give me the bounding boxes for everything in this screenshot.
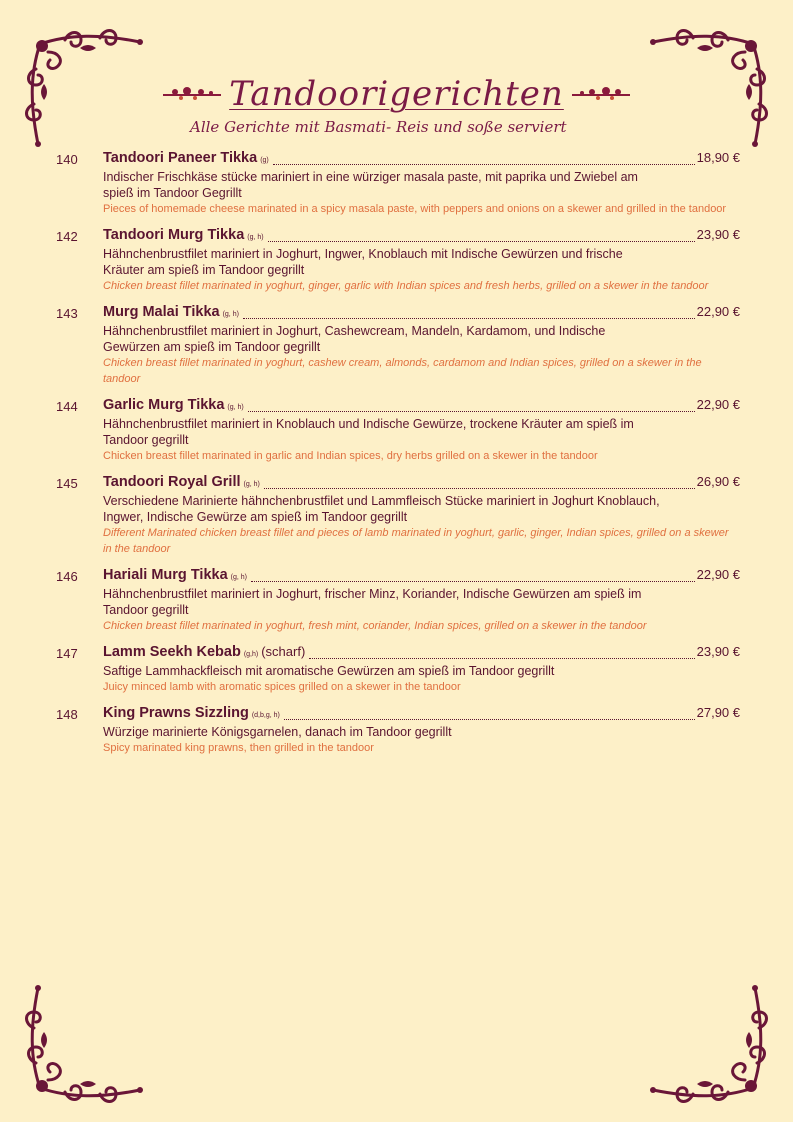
item-description-de: Verschiedene Marinierte hähnchenbrustfilet und Lammfleisch Stücke mariniert in Joghurt Knoblauch, Ingwer, Indische Gewürze am spieß im Tandoor gegrillt [103,494,660,524]
item-price: 23,90 € [696,644,740,659]
menu-item [56,304,740,387]
item-number: 147 [56,646,78,661]
item-description-en: Different Marinated chicken breast fillet and pieces of lamb marinated in yoghurt, garlic, ginger, Indian spices, grilled on a skewer in the tandoor [103,527,729,555]
dot-leader [273,163,695,165]
item-price: 27,90 € [696,705,740,720]
menu-item [56,227,740,294]
item-name: Hariali Murg Tikka [103,567,228,583]
page-title: Tandoorigerichten [229,74,564,114]
item-price: 22,90 € [696,397,740,412]
item-description-en: Juicy minced lamb with aromatic spices grilled on a skewer in the tandoor [103,681,461,693]
item-allergens: (g, h) [247,234,264,241]
item-description-de: Hähnchenbrustfilet mariniert in Joghurt, Ingwer, Knoblauch mit Indische Gewürzen und frische Kräuter am spieß im Tandoor gegrillt [103,247,623,277]
item-name: Tandoori Paneer Tikka [103,150,258,166]
menu-item [56,150,740,217]
menu-item [56,567,740,634]
item-description-en: Pieces of homemade cheese marinated in a spicy masala paste, with peppers and onions on a skewer and grilled in the tandoor [103,203,727,215]
item-name: Tandoori Murg Tikka [103,227,245,243]
ornament-corner-icon [643,978,773,1108]
item-name: Murg Malai Tikka [103,304,220,320]
ornament-corner-icon [20,978,150,1108]
item-spice-note: (scharf) [261,644,306,659]
flourish-left-icon [161,84,223,104]
item-allergens: (g, h) [222,311,239,318]
item-description-en: Spicy marinated king prawns, then grilled in the tandoor [103,742,374,754]
item-price: 26,90 € [696,474,740,489]
menu-item [56,644,740,695]
page-subtitle: Alle Gerichte mit Basmati- Reis und soße serviert [190,118,567,136]
dot-leader [264,487,695,489]
item-number: 142 [56,229,78,244]
item-description-en: Chicken breast fillet marinated in garlic and Indian spices, dry herbs grilled on a skewer in the tandoor [103,450,598,462]
item-allergens: (g) [260,157,269,164]
dot-leader [309,657,694,659]
item-name: Tandoori Royal Grill [103,474,241,490]
item-number: 146 [56,569,78,584]
item-allergens: (g,h) [243,651,259,658]
item-allergens: (d,b,g, h) [251,712,280,719]
menu-list [56,150,740,766]
item-number: 148 [56,707,78,722]
dot-leader [251,580,695,582]
item-allergens: (g, h) [230,574,247,581]
item-description-de: Hähnchenbrustfilet mariniert in Joghurt, frischer Minz, Koriander, Indische Gewürzen am spieß im Tandoor gegrillt [103,587,642,617]
item-price: 22,90 € [696,567,740,582]
item-description-en: Chicken breast fillet marinated in yoghurt, cashew cream, almonds, cardamom and Indian spices, grilled on a skewer in the tandoor [103,357,702,385]
menu-header [0,74,793,136]
item-description-en: Chicken breast fillet marinated in yoghurt, fresh mint, coriander, Indian spices, grilled on a skewer in the tandoor [103,620,647,632]
menu-item [56,705,740,756]
dot-leader [243,317,695,319]
menu-item [56,474,740,557]
item-number: 145 [56,476,78,491]
item-name: King Prawns Sizzling [103,705,249,721]
item-description-de: Würzige marinierte Königsgarnelen, danach im Tandoor gegrillt [103,725,452,739]
item-description-de: Hähnchenbrustfilet mariniert in Knoblauch und Indische Gewürze, trockene Kräuter am spieß im Tandoor gegrillt [103,417,634,447]
item-price: 23,90 € [696,227,740,242]
item-description-de: Saftige Lammhackfleisch mit aromatische Gewürzen am spieß im Tandoor gegrillt [103,664,555,678]
item-number: 144 [56,399,78,414]
item-description-en: Chicken breast fillet marinated in yoghurt, ginger, garlic with Indian spices and fresh herbs, grilled on a skewer in the tandoor [103,280,709,292]
item-name: Garlic Murg Tikka [103,397,225,413]
item-number: 143 [56,306,78,321]
item-description-de: Indischer Frischkäse stücke mariniert in eine würziger masala paste, mit paprika und Zwiebel am spieß im Tandoor Gegrillt [103,170,638,200]
dot-leader [248,410,695,412]
dot-leader [268,240,695,242]
item-price: 22,90 € [696,304,740,319]
item-description-de: Hähnchenbrustfilet mariniert in Joghurt, Cashewcream, Mandeln, Kardamom, und Indische Gewürzen am spieß im Tandoor gegrillt [103,324,606,354]
item-allergens: (g, h) [243,481,260,488]
dot-leader [284,718,695,720]
item-price: 18,90 € [696,150,740,165]
menu-item [56,397,740,464]
item-number: 140 [56,152,78,167]
item-allergens: (g, h) [227,404,244,411]
flourish-right-icon [570,84,632,104]
item-name: Lamm Seekh Kebab [103,644,241,660]
